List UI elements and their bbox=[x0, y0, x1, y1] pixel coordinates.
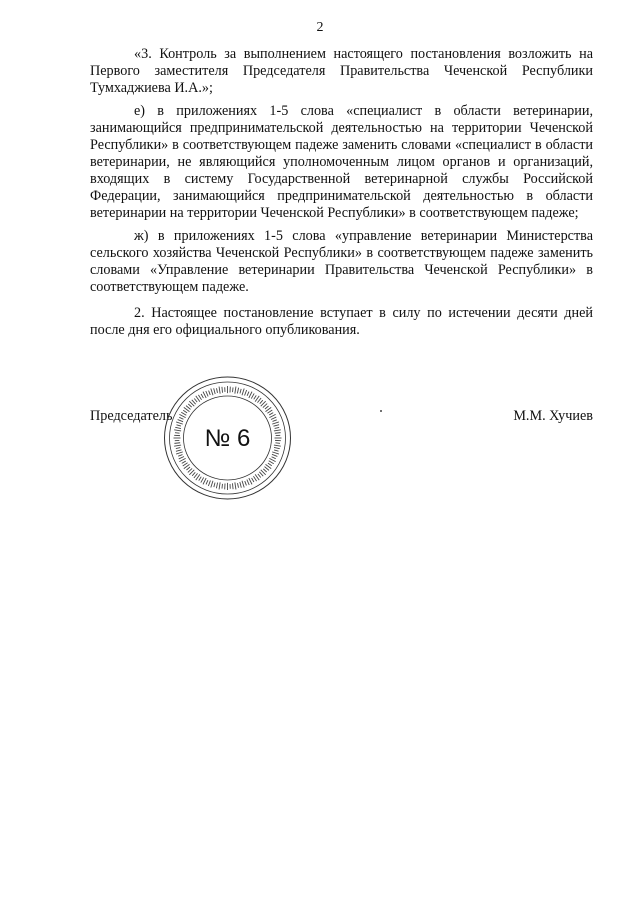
seal-lettering-mark bbox=[175, 427, 181, 428]
seal-lettering-mark bbox=[272, 457, 276, 459]
seal-lettering-mark bbox=[275, 427, 279, 428]
seal-lettering-mark bbox=[269, 461, 274, 464]
seal-lettering-mark bbox=[219, 482, 220, 489]
paragraph-effective-date: 2. Настоящее постановление вступает в силу по истечении десяти дней после дня его официального опубликования. bbox=[90, 305, 593, 338]
seal-lettering-mark bbox=[201, 477, 204, 482]
seal-lettering-mark bbox=[206, 391, 208, 396]
seal-lettering-mark bbox=[269, 414, 275, 417]
seal-lettering-mark bbox=[242, 481, 244, 488]
paragraph-control-clause: «3. Контроль за выполнением настоящего постановления возложить на Первого заместителя Председателя Правительства Чеченской Республики Тумхаджиева И.А.»; bbox=[90, 46, 593, 96]
seal-lettering-mark bbox=[182, 461, 186, 463]
seal-lettering-mark bbox=[274, 445, 281, 446]
seal-lettering-mark bbox=[192, 400, 196, 404]
seal-lettering-mark bbox=[179, 417, 183, 419]
seal-lettering-mark bbox=[251, 393, 254, 398]
seal-lettering-mark bbox=[263, 404, 267, 408]
seal-lettering-mark bbox=[254, 395, 257, 399]
seal-lettering-mark bbox=[176, 450, 182, 452]
seal-lettering-mark bbox=[260, 400, 263, 404]
seal-lettering-mark bbox=[174, 445, 181, 446]
seal-lettering-mark bbox=[269, 413, 273, 415]
seal-lettering-mark bbox=[245, 390, 247, 396]
seal-lettering-mark bbox=[267, 410, 272, 413]
official-stamp-seal bbox=[160, 373, 295, 503]
seal-lettering-mark bbox=[194, 398, 197, 402]
seal-lettering-mark bbox=[192, 472, 195, 476]
seal-lettering-mark bbox=[183, 410, 187, 413]
seal-lettering-mark bbox=[247, 392, 249, 396]
seal-lettering-mark bbox=[198, 395, 201, 400]
seal-lettering-mark bbox=[186, 406, 191, 410]
seal-lettering-mark bbox=[176, 452, 183, 454]
seal-lettering-mark bbox=[176, 448, 180, 449]
seal-lettering-mark bbox=[181, 412, 186, 415]
seal-lettering-mark bbox=[214, 483, 215, 488]
document-body bbox=[90, 46, 593, 339]
seal-lettering-mark bbox=[174, 430, 181, 431]
seal-lettering-mark bbox=[188, 404, 191, 407]
seal-lettering-mark bbox=[238, 483, 239, 488]
seal-lettering-mark bbox=[237, 388, 238, 394]
seal-lettering-mark bbox=[217, 388, 218, 393]
seal-lettering-mark bbox=[274, 430, 281, 431]
seal-lettering-mark bbox=[271, 417, 276, 419]
seal-lettering-mark bbox=[188, 468, 192, 472]
seal-lettering-mark bbox=[222, 387, 223, 393]
seal-lettering-mark bbox=[240, 389, 241, 394]
seal-lettering-mark bbox=[265, 406, 269, 409]
seal-lettering-mark bbox=[214, 388, 216, 394]
seal-lettering-mark bbox=[209, 391, 211, 395]
seal-lettering-mark bbox=[257, 398, 261, 403]
seal-lettering-mark bbox=[258, 474, 261, 478]
seal-lettering-mark bbox=[211, 389, 213, 396]
seal-lettering-mark bbox=[186, 467, 190, 470]
seal-lettering-mark bbox=[201, 394, 203, 398]
stamp-number: № 6 bbox=[204, 425, 251, 452]
seal-lettering-mark bbox=[272, 422, 279, 424]
seal-lettering-mark bbox=[253, 476, 256, 481]
seal-lettering-mark bbox=[178, 455, 182, 457]
seal-lettering-mark bbox=[183, 463, 188, 466]
seal-lettering-mark bbox=[179, 414, 185, 417]
signer-name: М.М. Хучиев bbox=[513, 408, 593, 424]
seal-lettering-mark bbox=[259, 472, 263, 476]
seal-lettering-mark bbox=[263, 469, 266, 472]
seal-lettering-mark bbox=[178, 420, 183, 422]
seal-lettering-mark bbox=[179, 457, 184, 459]
seal-lettering-mark bbox=[194, 473, 198, 478]
seal-lettering-mark bbox=[249, 478, 252, 484]
seal-lettering-mark bbox=[245, 481, 247, 485]
seal-lettering-mark bbox=[219, 387, 220, 394]
paragraph-item-e: е) в приложениях 1-5 слова «специалист в области ветеринарии, занимающийся предпринимательской деятельностью на территории Чеченской Республики» в соответствующем падеже заменить словами «специалист в области ветеринарии, не являющийся уполномоченным лицом органов и организаций, входящих в систему Государственной ветеринарной службы Российской Федерации, занимающийся предпринимательской деятельностью в области ветеринарии на территории Чеченской Республики» в соответствующем падеже; bbox=[90, 103, 593, 221]
seal-lettering-mark bbox=[242, 389, 244, 396]
seal-lettering-mark bbox=[272, 420, 276, 422]
seal-lettering-mark bbox=[272, 454, 277, 456]
seal-lettering-mark bbox=[232, 483, 233, 489]
seal-lettering-mark bbox=[235, 387, 236, 394]
seal-lettering-mark bbox=[249, 392, 252, 398]
signer-title: Председатель bbox=[90, 408, 173, 424]
seal-lettering-mark bbox=[179, 458, 185, 461]
seal-lettering-mark bbox=[199, 477, 202, 481]
seal-lettering-mark bbox=[203, 478, 206, 484]
seal-lettering-mark bbox=[275, 433, 281, 434]
seal-lettering-mark bbox=[268, 463, 272, 466]
ink-dot bbox=[380, 410, 382, 412]
seal-lettering-mark bbox=[203, 392, 206, 398]
seal-lettering-mark bbox=[272, 452, 279, 454]
seal-lettering-mark bbox=[216, 483, 217, 489]
seal-lettering-mark bbox=[274, 450, 278, 451]
seal-lettering-mark bbox=[235, 482, 236, 489]
seal-lettering-mark bbox=[273, 425, 279, 427]
seal-lettering-mark bbox=[174, 443, 180, 444]
seal-lettering-mark bbox=[264, 467, 269, 471]
seal-lettering-mark bbox=[274, 447, 280, 448]
seal-lettering-mark bbox=[269, 458, 275, 461]
seal-lettering-mark bbox=[240, 482, 242, 488]
paragraph-item-zh: ж) в приложениях 1-5 слова «управление ветеринарии Министерства сельского хозяйства Чеченской Республики» в соответствующем падеже заменить словами «Управление ветеринарии Правительства Чеченской Республики» в соответствующем падеже. bbox=[90, 228, 593, 295]
seal-lettering-mark bbox=[176, 425, 180, 426]
seal-lettering-mark bbox=[247, 480, 249, 485]
seal-lettering-mark bbox=[206, 480, 208, 484]
seal-lettering-mark bbox=[211, 481, 213, 488]
page-number: 2 bbox=[316, 20, 324, 35]
seal-lettering-mark bbox=[176, 422, 183, 424]
seal-lettering-mark bbox=[252, 478, 254, 482]
seal-lettering-mark bbox=[208, 481, 210, 487]
